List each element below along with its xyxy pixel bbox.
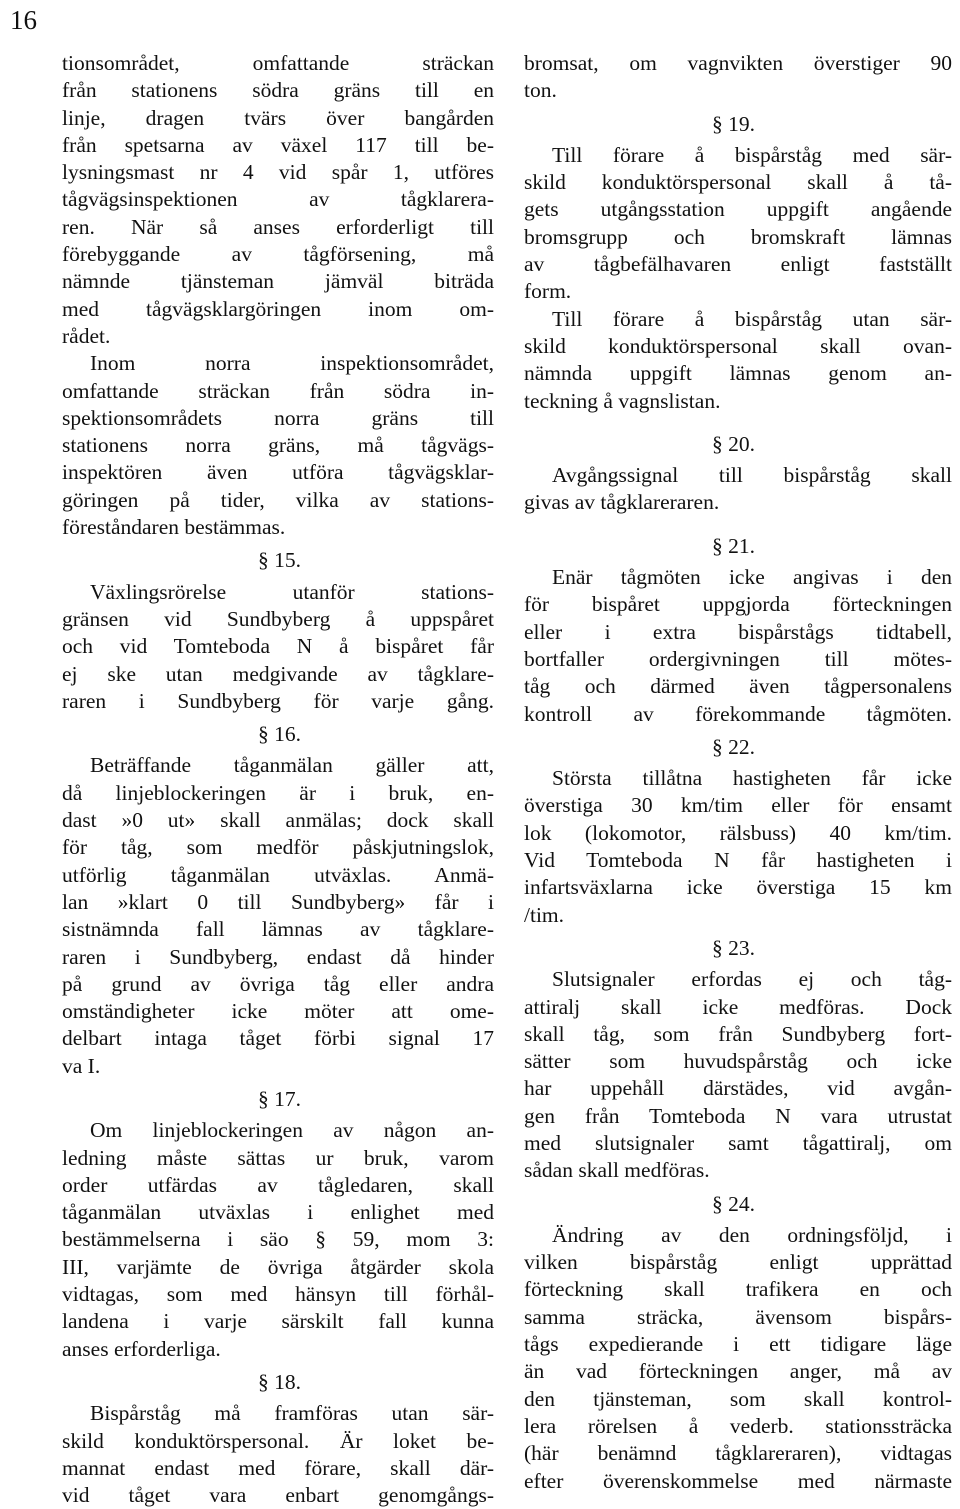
- section-heading: § 23.: [712, 935, 755, 960]
- text-line: order utfärdas av tågledaren, skall: [62, 1172, 494, 1197]
- text-line: på grund av övriga tåg eller andra: [62, 971, 494, 996]
- text-line: va I.: [62, 1053, 101, 1078]
- text-line: då linjeblockeringen är i bruk, en-: [62, 780, 494, 805]
- text-line: Ändring av den ordningsföljd, i: [552, 1222, 952, 1247]
- section-heading: § 22.: [712, 734, 755, 759]
- section-heading: § 21.: [712, 533, 755, 558]
- text-line: lera rörelsen å vederb. stationssträcka: [524, 1413, 952, 1438]
- text-line: raren i Sundbyberg, endast då hinder: [62, 944, 494, 969]
- text-line: bromsat, om vagnvikten överstiger 90: [524, 51, 952, 75]
- text-line: sistnämnda fall lämnas av tågklare-: [62, 917, 494, 942]
- text-line: från stationens södra gräns till en: [62, 78, 494, 103]
- text-line: delbart intaga tåget förbi signal 17: [62, 1026, 494, 1051]
- right-column: [524, 50, 952, 1495]
- text-line: ton.: [524, 78, 557, 103]
- text-line: Till förare å bispårståg med sär-: [552, 142, 952, 167]
- text-line: attiralj skall icke medföras. Dock: [524, 994, 952, 1019]
- text-line: för tåg, som medför påskjutningslok,: [62, 835, 494, 860]
- section-heading: § 24.: [712, 1191, 755, 1216]
- text-line: III, varjämte de övriga åtgärder skola: [62, 1254, 494, 1279]
- text-line: kontroll av förekommande tågmöten.: [524, 701, 952, 726]
- text-line: form.: [524, 279, 572, 304]
- text-line: nämnde tjänsteman jämväl biträda: [62, 269, 494, 294]
- text-line: Enär tågmöten icke angivas i den: [552, 565, 952, 590]
- text-line: nämnda uppgift lämnas genom an-: [524, 361, 952, 386]
- text-line: vid tåget vara enbart genomgångs-: [62, 1483, 494, 1508]
- section-heading: § 19.: [712, 111, 755, 136]
- text-line: anses erforderliga.: [62, 1336, 221, 1361]
- text-line: ren. När så anses erforderligt till: [62, 214, 494, 239]
- text-line: med tågvägsklargöringen inom om-: [62, 296, 494, 321]
- text-line: och vid Tomteboda N å bispåret får: [62, 634, 494, 659]
- page-number: 16: [10, 5, 37, 35]
- text-line: göringen på tider, vilka av stations-: [62, 487, 494, 512]
- text-line: omfattande sträckan från södra in-: [62, 378, 494, 403]
- text-line: föreståndaren bestämmas.: [62, 515, 286, 540]
- spacer: [524, 517, 952, 527]
- text-line: lysningsmast nr 4 vid spår 1, utföres: [62, 160, 494, 185]
- section-heading: § 18.: [258, 1369, 301, 1394]
- text-line: raren i Sundbyberg för varje gång.: [62, 688, 494, 713]
- section-heading: § 15.: [258, 548, 301, 573]
- section-heading: § 20.: [712, 431, 755, 456]
- text-line: lok (lokomotor, rälsbuss) 40 km/tim.: [524, 820, 952, 845]
- text-line: Inom norra inspektionsområdet,: [90, 351, 494, 376]
- text-line: vilken bispårståg enligt upprättad: [524, 1250, 952, 1275]
- text-line: dast »0 ut» skall anmälas; dock skall: [62, 808, 494, 833]
- text-line: tåg och därmed även tågpersonalens: [524, 674, 952, 699]
- text-line: stationens norra gräns, må tågvägs-: [62, 433, 494, 458]
- text-line: teckning å vagnslistan.: [524, 388, 721, 413]
- text-line: överstiga 30 km/tim eller för ensamt: [524, 793, 952, 818]
- text-line: ledning måste sättas ur bruk, varom: [62, 1145, 494, 1170]
- text-line: tågvägsinspektionen av tågklarera-: [62, 187, 494, 212]
- text-line: gets utgångsstation uppgift angående: [524, 197, 952, 222]
- spacer: [524, 415, 952, 425]
- text-line: samma sträcka, ävensom bispårs-: [524, 1304, 952, 1329]
- text-line: Bispårståg må framföras utan sär-: [90, 1401, 494, 1426]
- text-line: bromsgrupp och bromskraft lämnas: [524, 224, 952, 249]
- text-line: med slutsignaler samt tågattiralj, om: [524, 1130, 952, 1155]
- text-line: Slutsignaler erfordas ej och tåg-: [552, 967, 952, 992]
- text-line: sådan skall medföras.: [524, 1158, 710, 1183]
- section-heading: § 16.: [258, 722, 301, 747]
- text-line: Till förare å bispårståg utan sär-: [552, 306, 952, 331]
- text-line: utförlig tåganmälan utväxlas. Anmä-: [62, 862, 494, 887]
- text-line: Största tillåtna hastigheten får icke: [552, 766, 952, 791]
- text-line: inspektören även utföra tågvägsklar-: [62, 460, 494, 485]
- text-line: bortfaller ordergivningen till mötes-: [524, 646, 952, 671]
- text-line: gen från Tomteboda N vara utrustat: [524, 1103, 952, 1128]
- text-line: har uppehåll därstädes, vid avgån-: [524, 1076, 952, 1101]
- text-line: skall tåg, som från Sundbyberg fort-: [524, 1021, 952, 1046]
- section-heading: § 17.: [258, 1086, 301, 1111]
- text-line: linje, dragen tvärs över bangården: [62, 105, 494, 130]
- text-line: bestämmelserna i säo § 59, mom 3:: [62, 1227, 494, 1252]
- text-line: (här benämnd tågklareraren), vidtagas: [524, 1441, 952, 1466]
- text-line: Växlingsrörelse utanför stations-: [90, 579, 494, 604]
- text-line: spektionsområdets norra gräns till: [62, 405, 494, 430]
- text-line: tåganmälan utväxlas i enlighet med: [62, 1200, 494, 1225]
- text-line: infartsväxlarna icke överstiga 15 km: [524, 875, 952, 900]
- text-line: lan »klart 0 till Sundbyberg» får i: [62, 889, 494, 914]
- text-line: skild konduktörspersonal skall å tå-: [524, 170, 952, 195]
- text-line: efter överenskommelse med närmaste: [524, 1468, 952, 1493]
- text-line: gränsen vid Sundbyberg å uppspåret: [62, 606, 494, 631]
- text-line: än vad förteckningen anger, må av: [524, 1359, 952, 1384]
- text-line: tionsområdet, omfattande sträckan: [62, 51, 494, 75]
- text-line: förteckning skall trafikera en och: [524, 1277, 952, 1302]
- text-line: vidtagas, som med hänsyn till förhål-: [62, 1282, 494, 1307]
- text-line: mannat endast med förare, skall där-: [62, 1455, 494, 1480]
- text-line: tågs expedierande i ett tidigare läge: [524, 1332, 952, 1357]
- text-line: skild konduktörspersonal. Är loket be-: [62, 1428, 494, 1453]
- text-line: givas av tågklareraren.: [524, 490, 720, 515]
- text-line: den tjänsteman, som skall kontrol-: [524, 1386, 952, 1411]
- text-line: av tågbefälhavaren enligt fastställt: [524, 252, 952, 277]
- text-line: Beträffande tåganmälan gäller att,: [90, 753, 494, 778]
- text-line: Om linjeblockeringen av någon an-: [90, 1118, 494, 1143]
- text-line: ej ske utan medgivande av tågklare-: [62, 661, 494, 686]
- text-line: Avgångssignal till bispårståg skall: [552, 463, 952, 488]
- text-line: rådet.: [62, 323, 111, 348]
- text-line: omständigheter icke möter att ome-: [62, 999, 494, 1024]
- left-column: [62, 50, 494, 1509]
- text-line: /tim.: [524, 902, 565, 927]
- text-line: eller i extra bispårstågs tidtabell,: [524, 619, 952, 644]
- text-line: skild konduktörspersonal skall ovan-: [524, 333, 952, 358]
- text-line: landena i varje särskilt fall kunna: [62, 1309, 494, 1334]
- text-line: förebyggande av tågförsening, må: [62, 242, 494, 267]
- text-line: Vid Tomteboda N får hastigheten i: [524, 848, 952, 873]
- text-line: för bispåret uppgjorda förteckningen: [524, 592, 952, 617]
- text-line: sätter som huvudspårståg och icke: [524, 1049, 952, 1074]
- text-line: från spetsarna av växel 117 till be-: [62, 132, 494, 157]
